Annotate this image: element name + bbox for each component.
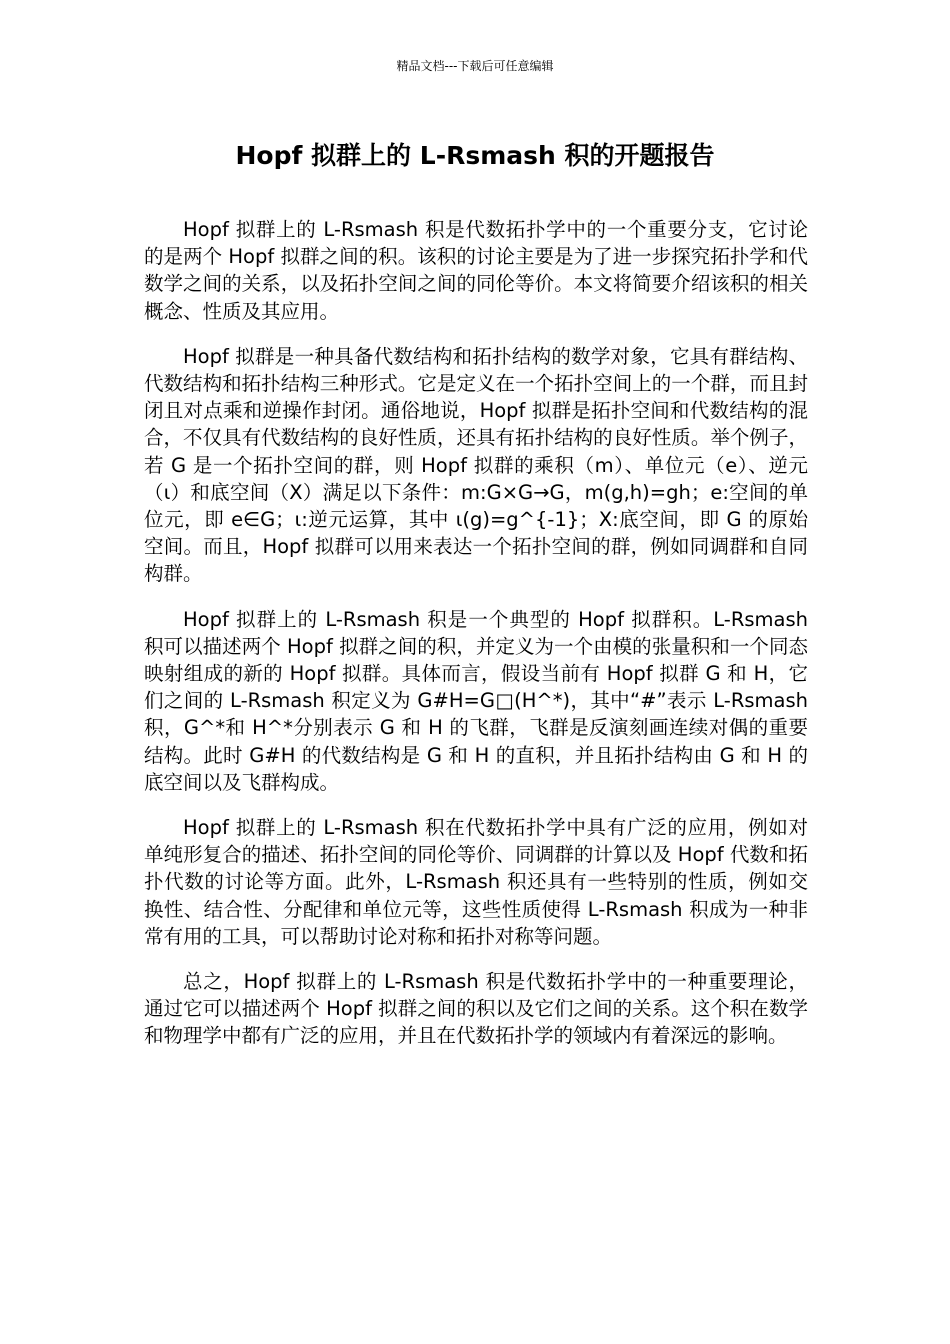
paragraph-conclusion: 总之，Hopf 拟群上的 L-Rsmash 积是代数拓扑学中的一种重要理论，通过它可以描述两个 Hopf 拟群之间的积以及它们之间的关系。这个积在数学和物理学中都有广泛的应用，并且在代数拓扑学的领域内有着深远的影响。 xyxy=(144,970,808,1048)
paragraph-hopf-quasigroup: Hopf 拟群是一种具备代数结构和拓扑结构的数学对象，它具有群结构、代数结构和拓扑结构三种形式。它是定义在一个拓扑空间上的一个群，而且封闭且对点乘和逆操作封闭。通俗地说，Hopf 拟群是拓扑空间和代数结构的混合，不仅具有代数结构的良好性质，还具有拓扑结构的良好性质。举个例子，若 G 是一个拓扑空间的群，则 Hopf 拟群的乘积（m）、单位元（e）、逆元（ι）和底空间（X）满足以下条件：m:G×G→G，m(g,h)=gh；e:空间的单位元，即 e∈G；ι:逆元运算，其中 ι(g)=g^{-1}；X:底空间，即 G 的原始空间。而且，Hopf 拟群可以用来表达一个拓扑空间的群，例如同调群和自同构群。 xyxy=(144,344,808,586)
page-header: 精品文档---下载后可任意编辑 xyxy=(396,59,554,73)
paragraph-intro: Hopf 拟群上的 L-Rsmash 积是代数拓扑学中的一个重要分支，它讨论的是两个 Hopf 拟群之间的积。该积的讨论主要是为了进一步探究拓扑学和代数学之间的关系，以及拓扑空间之间的同伦等价。本文将简要介绍该积的相关概念、性质及其应用。 xyxy=(144,218,808,323)
paragraph-applications: Hopf 拟群上的 L-Rsmash 积在代数拓扑学中具有广泛的应用，例如对单纯形复合的描述、拓扑空间的同伦等价、同调群的计算以及 Hopf 代数和拓扑代数的讨论等方面。此外，L-Rsmash 积还具有一些特别的性质，例如交换性、结合性、分配律和单位元等，这些性质使得 L-Rsmash 积成为一种非常有用的工具，可以帮助讨论对称和拓扑对称等问题。 xyxy=(144,816,808,948)
document-title: Hopf 拟群上的 L-Rsmash 积的开题报告 xyxy=(235,141,715,170)
document-body xyxy=(144,216,808,1068)
paragraph-l-rsmash-definition: Hopf 拟群上的 L-Rsmash 积是一个典型的 Hopf 拟群积。L-Rsmash 积可以描述两个 Hopf 拟群之间的积，并定义为一个由模的张量积和一个同态映射组成的新的 Hopf 拟群。具体而言，假设当前有 Hopf 拟群 G 和 H，它们之间的 L-Rsmash 积定义为 G#H=G□(H^*)，其中“#”表示 L-Rsmash 积，G^*和 H^*分别表示 G 和 H 的飞群，飞群是反演刻画连续对偶的重要结构。此时 G#H 的代数结构是 G 和 H 的直积，并且拓扑结构由 G 和 H 的底空间以及飞群构成。 xyxy=(144,607,808,794)
